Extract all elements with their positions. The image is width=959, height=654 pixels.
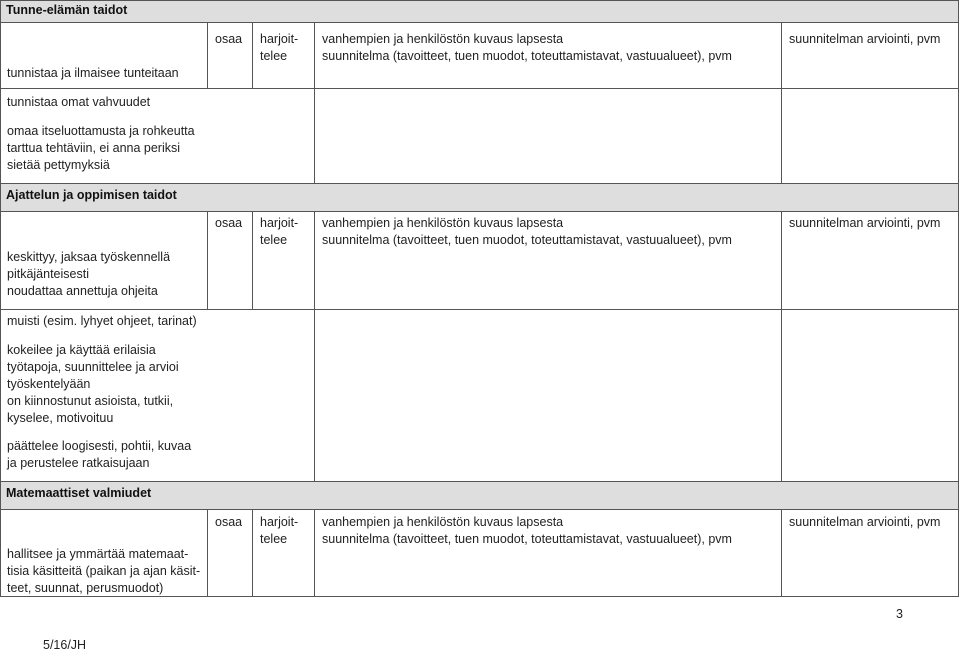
- col-header-vanhempien: vanhempien ja henkilöstön kuvaus lapsesta: [322, 216, 564, 230]
- grid-line: [252, 22, 253, 88]
- skill-item-line: ja perustelee ratkaisujaan: [7, 456, 150, 470]
- col-header-arviointi: suunnitelman arviointi, pvm: [789, 32, 941, 46]
- skill-item-line: päättelee loogisesti, pohtii, kuvaa: [7, 439, 192, 453]
- col-header-harjoittelee-line1: harjoit-: [260, 32, 299, 46]
- col-header-suunnitelma: suunnitelma (tavoitteet, tuen muodot, toteuttamistavat, vastuualueet), pvm: [322, 532, 732, 546]
- grid-line: [0, 309, 959, 310]
- section-band-tunne: [0, 0, 959, 22]
- col-header-osaa: osaa: [215, 216, 243, 230]
- skill-item-line: kokeilee ja käyttää erilaisia: [7, 343, 156, 357]
- grid-line: [207, 211, 208, 309]
- footer-date-code: 5/16/JH: [43, 638, 87, 652]
- grid-line: [0, 0, 1, 183]
- skill-item-line: työtapoja, suunnittelee ja arvioi: [7, 360, 179, 374]
- grid-line: [314, 509, 315, 596]
- skill-item-line: pitkäjänteisesti: [7, 267, 89, 281]
- grid-line: [0, 183, 1, 481]
- col-header-arviointi: suunnitelman arviointi, pvm: [789, 515, 941, 529]
- section-title-ajattelu: Ajattelun ja oppimisen taidot: [6, 188, 177, 202]
- grid-line: [207, 22, 208, 88]
- skill-item: [7, 249, 170, 300]
- skill-item-line: keskittyy, jaksaa työskennellä: [7, 250, 171, 264]
- grid-line: [252, 509, 253, 596]
- col-header-arviointi: suunnitelman arviointi, pvm: [789, 216, 941, 230]
- section-title-matematiikka: Matemaattiset valmiudet: [6, 486, 152, 500]
- skill-item-line: tarttua tehtäviin, ei anna periksi: [7, 141, 181, 155]
- skill-item: [7, 546, 200, 597]
- skill-item-line: omaa itseluottamusta ja rohkeutta: [7, 124, 195, 138]
- grid-line: [0, 481, 959, 482]
- skill-item: [7, 342, 179, 427]
- grid-line: [0, 509, 959, 510]
- col-header-harjoittelee-line1: harjoit-: [260, 515, 299, 529]
- col-header-vanhempien: vanhempien ja henkilöstön kuvaus lapsesta: [322, 32, 564, 46]
- page-number: 3: [896, 607, 903, 621]
- grid-line: [0, 88, 959, 89]
- section-title-tunne: Tunne-elämän taidot: [6, 3, 128, 17]
- grid-line: [0, 481, 1, 596]
- grid-line: [207, 509, 208, 596]
- skill-item-line: tisia käsitteitä (paikan ja ajan käsit-: [7, 564, 201, 578]
- skill-item-line: työskentelyään: [7, 377, 91, 391]
- skill-item-line: on kiinnostunut asioista, tutkii,: [7, 394, 174, 408]
- skill-item-line: kyselee, motivoituu: [7, 411, 114, 425]
- col-header-harjoittelee-line2: telee: [260, 233, 288, 247]
- grid-line: [781, 22, 782, 183]
- grid-line: [252, 211, 253, 309]
- skill-item: tunnistaa omat vahvuudet: [7, 95, 151, 109]
- grid-line: [781, 509, 782, 596]
- skill-item: [7, 123, 195, 174]
- col-header-vanhempien: vanhempien ja henkilöstön kuvaus lapsesta: [322, 515, 564, 529]
- col-header-harjoittelee-line2: telee: [260, 532, 288, 546]
- skill-item: muisti (esim. lyhyet ohjeet, tarinat): [7, 314, 197, 328]
- skill-item-line: noudattaa annettuja ohjeita: [7, 284, 158, 298]
- col-header-suunnitelma: suunnitelma (tavoitteet, tuen muodot, toteuttamistavat, vastuualueet), pvm: [322, 233, 732, 247]
- skill-item-line: sietää pettymyksiä: [7, 158, 110, 172]
- skill-item: [7, 438, 191, 472]
- grid-line: [314, 22, 315, 183]
- grid-line: [314, 211, 315, 481]
- skill-item: tunnistaa ja ilmaisee tunteitaan: [7, 66, 179, 80]
- grid-line: [0, 0, 959, 1]
- col-header-harjoittelee-line2: telee: [260, 49, 288, 63]
- col-header-osaa: osaa: [215, 32, 243, 46]
- skill-item-line: teet, suunnat, perusmuodot): [7, 581, 164, 595]
- grid-line: [781, 211, 782, 481]
- skill-item-line: hallitsee ja ymmärtää matemaat-: [7, 547, 189, 561]
- col-header-suunnitelma: suunnitelma (tavoitteet, tuen muodot, toteuttamistavat, vastuualueet), pvm: [322, 49, 732, 63]
- col-header-osaa: osaa: [215, 515, 243, 529]
- grid-line: [0, 183, 959, 184]
- grid-line: [0, 22, 959, 23]
- grid-line: [0, 211, 959, 212]
- col-header-harjoittelee-line1: harjoit-: [260, 216, 299, 230]
